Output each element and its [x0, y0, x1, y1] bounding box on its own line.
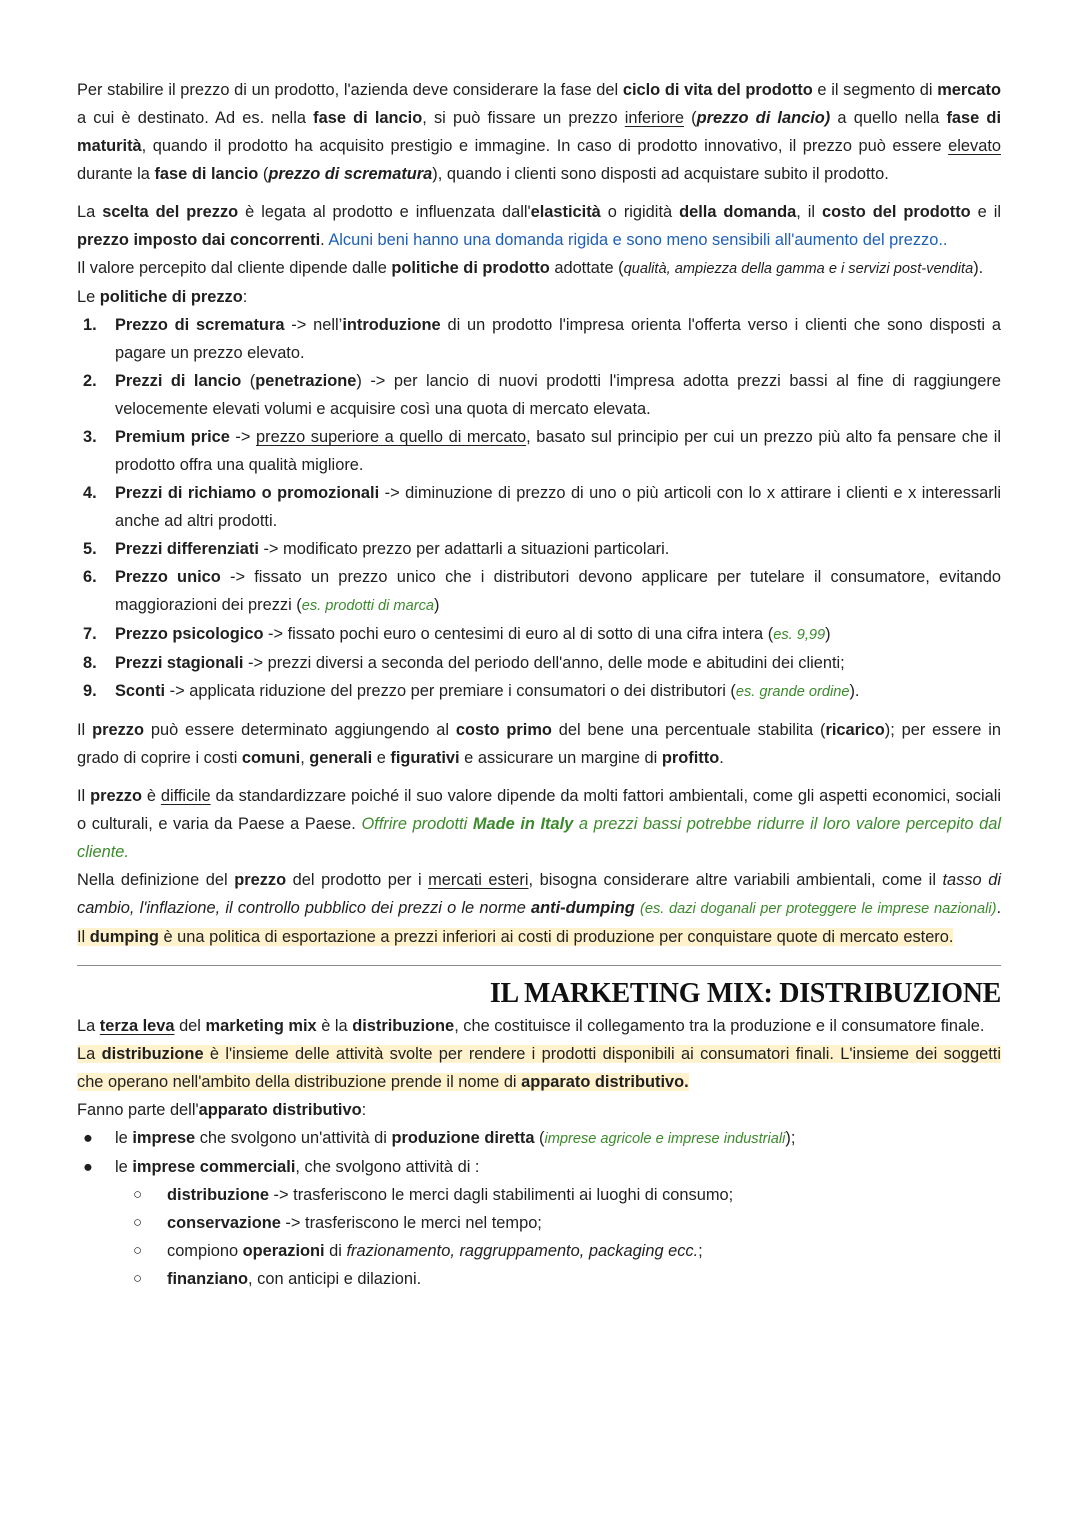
intro-paragraph-price-choice: La scelta del prezzo è legata al prodotto e influenzata dall'elasticità o rigidità della domanda, il costo del prodotto e il prezzo imposto dai concorrenti. Alcuni beni hanno una domanda rigida e sono meno sensibili all'aumento del prezzo..: [77, 203, 1002, 249]
distribution-paragraph-intro: La terza leva del marketing mix è la distribuzione, che costituisce il collegamento tra la produzione e il consumatore finale.: [77, 1017, 985, 1035]
bullet-icon: ●: [83, 1129, 93, 1147]
apparatus-list: [77, 1124, 1001, 1181]
document-page: [77, 76, 1001, 1293]
pricing-paragraph-standardization: Il prezzo è difficile da standardizzare poiché il suo valore dipende da molti fattori ambientali, come gli aspetti economici, sociali o culturali, e varia da Paese a Paese. Offrire prodotti Made in Italy a prezzi bassi potrebbe ridurre il loro valore percepito dal cliente.: [77, 787, 1002, 861]
circle-bullet-icon: ○: [133, 1214, 143, 1231]
intro-paragraph-lifecycle: Per stabilire il prezzo di un prodotto, l'azienda deve considerare la fase del ciclo di vita del prodotto e il segmento di mercato a cui è destinato. Ad es. nella fase di lancio, si può fissare un prezzo inferiore (prezzo di lancio) a quello nella fase di maturità, quando il prodotto ha acquisito prestigio e immagine. In caso di prodotto innovativo, il prezzo può essere elevato durante la fase di lancio (prezzo di scrematura), quando i clienti sono disposti ad acquistare subito il prodotto.: [77, 81, 1002, 183]
list-item: 6. Prezzo unico -> fissato un prezzo unico che i distributori devono applicare per tutelare il consumatore, evitando maggiorazioni dei prezzi (es. prodotti di marca): [83, 568, 1001, 614]
policies-heading: Le politiche di prezzo:: [77, 288, 248, 306]
list-item: ○ conservazione -> trasferiscono le merci nel tempo;: [77, 1209, 1001, 1237]
list-item: 4. Prezzi di richiamo o promozionali -> diminuzione di prezzo di uno o più articoli con lo x attirare i clienti e x interessarli anche ad altri prodotti.: [83, 484, 1002, 530]
bullet-icon: ●: [83, 1158, 93, 1176]
section-divider: [77, 965, 1001, 966]
distribution-paragraph-definition: [77, 1040, 1001, 1096]
circle-bullet-icon: ○: [133, 1186, 143, 1203]
list-item: ○ compiono operazioni di frazionamento, raggruppamento, packaging ecc.;: [77, 1237, 1001, 1265]
list-item: 7. Prezzo psicologico -> fissato pochi euro o centesimi di euro al di sotto di una cifra intera (es. 9,99): [83, 625, 831, 643]
commercial-activities-list: [77, 1181, 1001, 1293]
list-item: ● le imprese commerciali, che svolgono attività di :: [77, 1153, 1001, 1181]
intro-paragraph-perceived-value: Il valore percepito dal cliente dipende dalle politiche di prodotto adottate (qualità, ampiezza della gamma e i servizi post-vendita).: [77, 259, 984, 277]
circle-bullet-icon: ○: [133, 1270, 143, 1287]
pricing-paragraph-foreign-markets: Nella definizione del prezzo del prodotto per i mercati esteri, bisogna considerare altre variabili ambientali, come il tasso di cambio, l'inflazione, il controllo pubblico dei prezzi o le norme anti-dumping (es. dazi doganali per proteggere le imprese nazionali). Il dumping è una politica di esportazione a prezzi inferiori ai costi di produzione per conquistare quote di mercato estero.: [77, 871, 1001, 946]
list-item: ○ finanziano, con anticipi e dilazioni.: [77, 1265, 1001, 1293]
definition-highlight: La distribuzione è l'insieme delle attività svolte per rendere i prodotti disponibili ai consumatori finali. L'insieme dei soggetti che operano nell'ambito della distribuzione prende il nome di apparato distributivo.: [77, 1045, 1001, 1091]
pricing-policies-list: [77, 311, 1001, 706]
list-item: 9. Sconti -> applicata riduzione del prezzo per premiare i consumatori o dei distributori (es. grande ordine).: [83, 682, 860, 700]
dumping-highlight: Il dumping è una politica di esportazione a prezzi inferiori ai costi di produzione per conquistare quote di mercato estero.: [77, 928, 954, 946]
list-item: ○ distribuzione -> trasferiscono le merci dagli stabilimenti ai luoghi di consumo;: [77, 1181, 1001, 1209]
list-item: 1. Prezzo di scrematura -> nell’introduzione di un prodotto l'impresa orienta l'offerta verso i clienti che sono disposti a pagare un prezzo elevato.: [83, 316, 1002, 362]
section-title: IL MARKETING MIX: DISTRIBUZIONE: [489, 978, 1001, 1009]
circle-bullet-icon: ○: [133, 1242, 143, 1259]
list-item: 3. Premium price -> prezzo superiore a quello di mercato, basato sul principio per cui un prezzo più alto fa pensare che il prodotto offra una qualità migliore.: [83, 428, 1002, 474]
distribution-apparatus-heading: Fanno parte dell'apparato distributivo:: [77, 1101, 367, 1119]
list-item: 5. Prezzi differenziati -> modificato prezzo per adattarli a situazioni particolari.: [83, 540, 670, 558]
pricing-paragraph-markup: Il prezzo può essere determinato aggiungendo al costo primo del bene una percentuale stabilita (ricarico); per essere in grado di coprire i costi comuni, generali e figurativi e assicurare un margine di profitto.: [77, 721, 1001, 767]
list-item: ● le imprese che svolgono un'attività di produzione diretta (imprese agricole e imprese industriali);: [77, 1124, 1001, 1153]
list-item: 8. Prezzi stagionali -> prezzi diversi a seconda del periodo dell'anno, delle mode e abitudini dei clienti;: [83, 654, 845, 672]
list-item: 2. Prezzi di lancio (penetrazione) -> per lancio di nuovi prodotti l'impresa adotta prezzi bassi al fine di raggiungere velocemente elevati volumi e acquisire così una quota di mercato elevata.: [83, 372, 1001, 418]
